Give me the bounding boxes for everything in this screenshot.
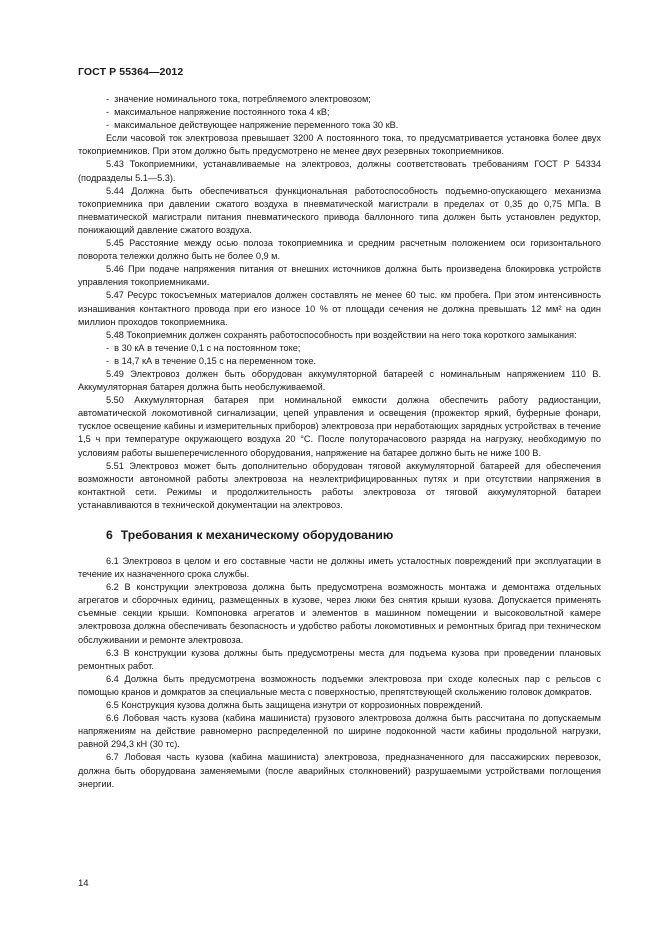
paragraph: 5.44 Должна быть обеспечиваться функциональная работоспособность подъемно-опускающего механизма токоприемника при давлении сжатого воздуха в пневматической магистрали в пределах от 0,35 до 0,75 МПа. В пневматической магистрали питания пневматического привода баллонного типа должен быть установлен редуктор, понижающий давление сжатого воздуха.	[78, 185, 601, 235]
paragraph: 6.4 Должна быть предусмотрена возможность подъемки электровоза при сходе колесных пар с рельсов с помощью кранов и домкратов за специальные места с поверхностью, препятствующей скольжению головок домкратов.	[78, 673, 601, 697]
list-item: - максимальное напряжение постоянного тока 4 кВ;	[78, 106, 601, 119]
list-item: - в 14,7 кА в течение 0,15 с на переменном токе.	[78, 355, 601, 368]
paragraph: 5.43 Токоприемники, устанавливаемые на электровоз, должны соответствовать требованиям ГОСТ Р 54334 (подразделы 5.1—5.3).	[78, 159, 601, 183]
paragraph: 5.46 При подаче напряжения питания от внешних источников должна быть произведена блокировка устройств управления токоприемниками.	[78, 264, 601, 288]
paragraph: 6.7 Лобовая часть кузова (кабина машиниста) электровоза, предназначенного для пассажирских перевозок, должна быть оборудована заменяемыми (после аварийных столкновений) разрушаемыми устройствами поглощения энергии.	[78, 752, 601, 789]
document-body	[78, 93, 601, 791]
paragraph: 5.49 Электровоз должен быть оборудован аккумуляторной батареей с номинальным напряжением 110 В. Аккумуляторная батарея должна быть необслуживаемой.	[78, 368, 601, 393]
paragraph: 6.3 В конструкции кузова должны быть предусмотрены места для подъема кузова при проведении плановых ремонтных работ.	[78, 647, 601, 671]
paragraph: 6.5 Конструкция кузова должна быть защищена изнутри от коррозионных повреждений.	[106, 700, 483, 711]
paragraph: 6.1 Электровоз в целом и его составные части не должны иметь усталостных повреждений при эксплуатации в течение их назначенного срока службы.	[78, 556, 601, 580]
paragraph: 6.2 В конструкции электровоза должна быть предусмотрена возможность монтажа и демонтажа отдельных агрегатов и сборочных единиц, размещенных в кузове, через люки без снятия крыши кузова. Допускается применять съемные секции крыши. Компоновка агрегатов и элементов в машинном помещении и высоковольтной камере электровоза должна обеспечивать безопасность и удобство работы локомотивных и ремонтных бригад при техническом обслуживании и ремонте электровоза.	[78, 582, 601, 645]
section-number: 6	[106, 528, 113, 542]
paragraph: 5.51 Электровоз может быть дополнительно оборудован тяговой аккумуляторной батареей для обеспечения возможности автономной работы электровоза на неэлектрифицированных путях и при отсутствии напряжения в контактной сети. Режимы и продолжительность работы электровоза от тяговой аккумуляторной батареи устанавливаются в технической документации на электровоз.	[78, 460, 601, 510]
page-number: 14	[78, 878, 89, 889]
paragraph: 5.47 Ресурс токосъемных материалов должен составлять не менее 60 тыс. км пробега. При этом интенсивность изнашивания контактного провода при его износе 10 % от площади сечения не должна превышать 12 мм² на один миллион проходов токоприемника.	[78, 290, 601, 327]
paragraph: 5.45 Расстояние между осью полоза токоприемника и средним расчетным положением оси горизонтального поворота тележки должно быть не более 0,9 м.	[78, 238, 601, 262]
section-heading	[106, 527, 601, 543]
list-item: - в 30 кА в течение 0,1 с на постоянном токе;	[78, 342, 601, 355]
paragraph: 6.6 Лобовая часть кузова (кабина машиниста) грузового электровоза должна быть рассчитана по допускаемым напряжениям на действие равномерно распределенной по ширине подоконной части кабины продольной нагрузки, равной 294,3 кН (30 тс).	[78, 713, 601, 750]
paragraph: Если часовой ток электровоза превышает 3200 А постоянного тока, то предусматривается установка более двух токоприемников. При этом должно быть предусмотрено не менее двух резервных токоприемников.	[78, 133, 601, 157]
list-item: - максимальное действующее напряжение переменного тока 30 кВ.	[78, 119, 601, 132]
paragraph: 5.48 Токоприемник должен сохранять работоспособность при воздействии на него тока короткого замыкания:	[106, 329, 577, 340]
section-title: Требования к механическому оборудованию	[120, 528, 394, 542]
paragraph: 5.50 Аккумуляторная батарея при номинальной емкости должна обеспечить работу радиостанции, автоматической локомотивной сигнализации, цепей управления и освещения (прожектор яркий, буферные фонари, тусклое освещение кабины и измерительных приборов) электровоза при неработающих зарядных устройствах в течение 1,5 ч при температуре окружающего воздуха 20 °С. После полуторачасового разряда на нагрузку, необходимую по условиям работы вышеперечисленного оборудования, напряжение на батарее должно быть не ниже 100 В.	[78, 395, 601, 458]
document-header: ГОСТ Р 55364—2012	[78, 66, 184, 78]
list-item: - значение номинального тока, потребляемого электровозом;	[78, 93, 601, 106]
